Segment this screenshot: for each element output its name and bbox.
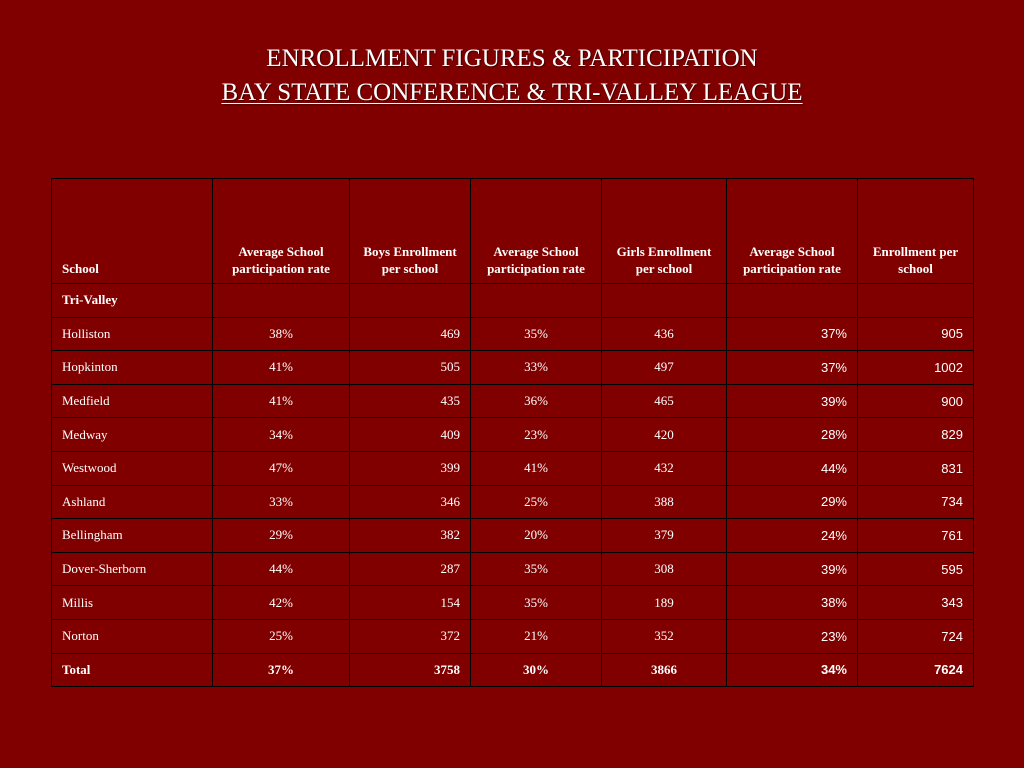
table-row [52,619,974,653]
table-cell: 35% [471,586,602,620]
header-boys-enrollment: Boys Enrollment per school [350,179,471,284]
school-name-cell: Hopkinton [52,351,213,385]
table-cell: 346 [350,485,471,519]
table-cell: 41% [471,451,602,485]
table-cell: 497 [602,351,727,385]
table-row [52,317,974,351]
school-name-cell: Westwood [52,451,213,485]
table-row [52,384,974,418]
table-cell: 25% [471,485,602,519]
table-cell: 23% [727,619,858,653]
table-cell: 436 [602,317,727,351]
table-cell: 154 [350,586,471,620]
table-cell [858,284,974,318]
table-cell: 189 [602,586,727,620]
header-school: School [52,179,213,284]
table-cell: 372 [350,619,471,653]
table-row [52,519,974,553]
table-row [52,552,974,586]
table-cell: 21% [471,619,602,653]
table-cell: 595 [858,552,974,586]
table-cell: 35% [471,317,602,351]
table-cell [727,284,858,318]
title-line-2: BAY STATE CONFERENCE & TRI-VALLEY LEAGUE [221,79,803,106]
slide-title [0,42,1024,110]
table-cell: 37% [213,653,350,687]
table-cell: 39% [727,384,858,418]
table-cell: 47% [213,451,350,485]
table-cell: 352 [602,619,727,653]
table-cell: 1002 [858,351,974,385]
enrollment-table [51,178,974,687]
table-cell: 28% [727,418,858,452]
table-cell: 409 [350,418,471,452]
table-cell: 734 [858,485,974,519]
table-cell [350,284,471,318]
table-cell: 432 [602,451,727,485]
table-cell: 435 [350,384,471,418]
table-cell: 42% [213,586,350,620]
table-cell: 41% [213,384,350,418]
table-cell: 900 [858,384,974,418]
table-cell [471,284,602,318]
table-cell: 38% [213,317,350,351]
table-cell: 37% [727,351,858,385]
table-cell: 465 [602,384,727,418]
table-cell: 505 [350,351,471,385]
table-cell: 399 [350,451,471,485]
header-enrollment: Enrollment per school [858,179,974,284]
table-cell: 30% [471,653,602,687]
table-cell: 29% [727,485,858,519]
section-label: Tri-Valley [52,284,213,318]
school-name-cell: Medway [52,418,213,452]
table-cell: 3866 [602,653,727,687]
table-cell: 41% [213,351,350,385]
table-row [52,586,974,620]
header-avg-participation: Average School participation rate [213,179,350,284]
table-cell: 24% [727,519,858,553]
header-boys-participation: Average School participation rate [471,179,602,284]
table-cell: 25% [213,619,350,653]
table-cell: 469 [350,317,471,351]
header-girls-participation: Average School participation rate [727,179,858,284]
section-row [52,284,974,318]
table-row [52,485,974,519]
table-cell: 37% [727,317,858,351]
header-girls-enrollment: Girls Enrollment per school [602,179,727,284]
total-row [52,653,974,687]
table-cell: 34% [213,418,350,452]
table-cell: 29% [213,519,350,553]
table-cell: 308 [602,552,727,586]
table-cell: 33% [213,485,350,519]
school-name-cell: Dover-Sherborn [52,552,213,586]
table-cell: 831 [858,451,974,485]
table-cell [602,284,727,318]
header-row [52,179,974,284]
table-row [52,351,974,385]
table-cell: 287 [350,552,471,586]
school-name-cell: Total [52,653,213,687]
table-row [52,418,974,452]
table-cell [213,284,350,318]
table-cell: 23% [471,418,602,452]
table-cell: 38% [727,586,858,620]
table-cell: 36% [471,384,602,418]
table-cell: 379 [602,519,727,553]
school-name-cell: Medfield [52,384,213,418]
table-cell: 44% [213,552,350,586]
table-cell: 33% [471,351,602,385]
table-cell: 34% [727,653,858,687]
table-row [52,451,974,485]
table-cell: 388 [602,485,727,519]
table-cell: 761 [858,519,974,553]
table-cell: 905 [858,317,974,351]
table-cell: 343 [858,586,974,620]
table-cell: 44% [727,451,858,485]
school-name-cell: Millis [52,586,213,620]
table-cell: 35% [471,552,602,586]
school-name-cell: Holliston [52,317,213,351]
table-cell: 382 [350,519,471,553]
title-line-1: ENROLLMENT FIGURES & PARTICIPATION [266,45,758,72]
table-cell: 7624 [858,653,974,687]
table-cell: 39% [727,552,858,586]
table-cell: 420 [602,418,727,452]
school-name-cell: Bellingham [52,519,213,553]
table-cell: 20% [471,519,602,553]
school-name-cell: Norton [52,619,213,653]
table-cell: 3758 [350,653,471,687]
school-name-cell: Ashland [52,485,213,519]
table-cell: 724 [858,619,974,653]
table-cell: 829 [858,418,974,452]
